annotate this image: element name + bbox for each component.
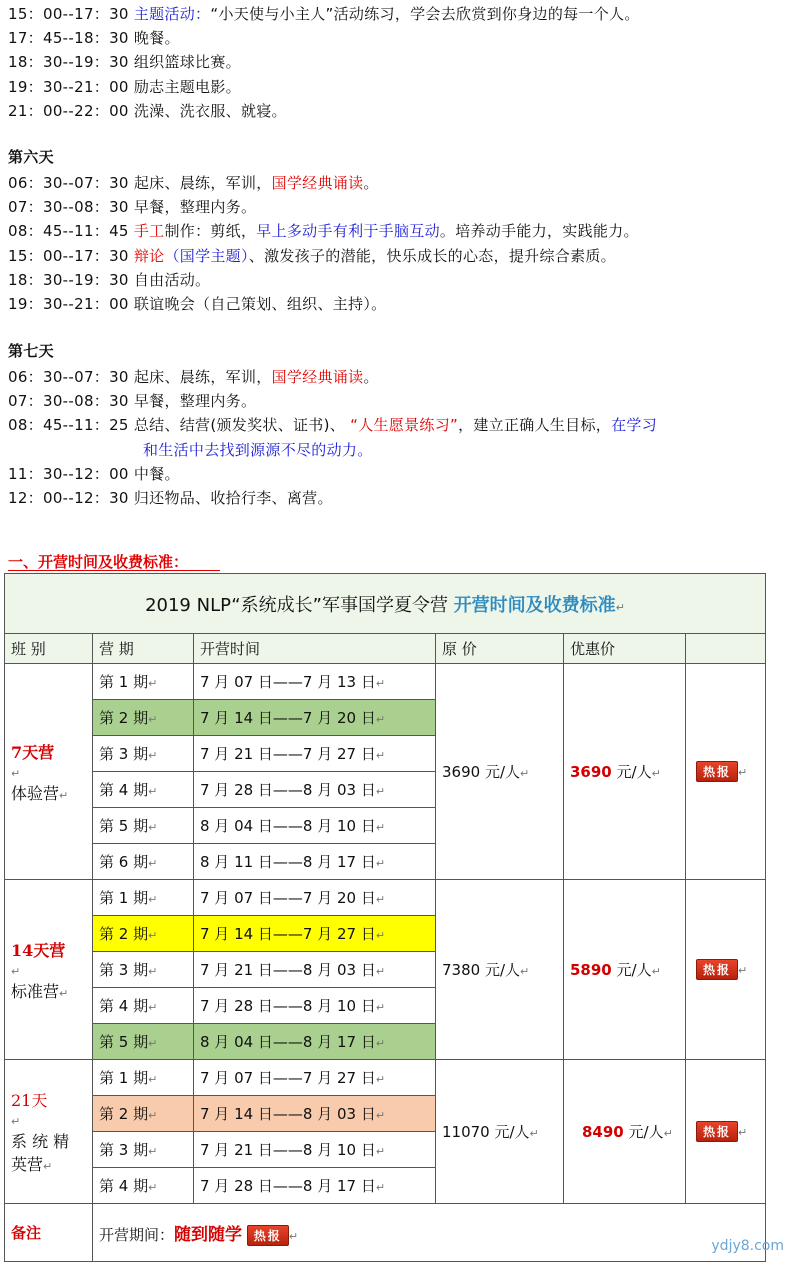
schedule-text-run: 自由活动。 (128, 270, 211, 289)
schedule-line (8, 77, 241, 97)
schedule-line (8, 294, 386, 314)
schedule-text-run: 。 (363, 174, 379, 192)
schedule-text-run: 总结、结营(颁发奖状、证书)、 (128, 416, 351, 435)
schedule-text-run: 早餐，整理内务。 (128, 392, 257, 411)
paragraph-mark-icon: ↵ (375, 677, 386, 690)
paragraph-mark-icon: ↵ (375, 965, 386, 978)
schedule-line (8, 221, 639, 241)
paragraph-mark-icon: ↵ (288, 1229, 299, 1243)
schedule-text-run: 起床、晨练，军训， (128, 174, 272, 192)
paragraph-mark-icon: ↵ (375, 1181, 386, 1194)
schedule-text-run: 手工 (133, 222, 165, 241)
sale-price-unit: 元/人 (611, 961, 652, 979)
camp-name-cell (5, 1060, 93, 1204)
note-content-cell (93, 1204, 766, 1262)
dates-cell (194, 700, 436, 736)
period-label: 第 1 期 (99, 889, 149, 907)
orig-price: 3690 元/人 (442, 763, 520, 781)
day6-title: 第六天 (8, 148, 54, 166)
schedule-line (8, 464, 180, 484)
paragraph-mark-icon: ↵ (148, 1001, 158, 1014)
schedule-time: 15：00--17：30 (8, 5, 129, 23)
period-cell (93, 664, 194, 700)
period-cell (93, 988, 194, 1024)
period-label: 第 4 期 (99, 781, 149, 799)
schedule-text-run: 归还物品、收拾行李、离营。 (128, 489, 333, 507)
dates-cell (194, 988, 436, 1024)
period-dates: 7 月 07 日——7 月 20 日 (200, 889, 376, 907)
schedule-line (8, 367, 379, 387)
paragraph-mark-icon: ↵ (148, 713, 158, 726)
paragraph-mark-icon: ↵ (148, 965, 158, 978)
schedule-time: 18：30--19：30 (8, 53, 129, 72)
note-text: 开营期间： (99, 1225, 175, 1244)
orig-price: 11070 元/人 (442, 1123, 530, 1141)
paragraph-mark-icon: ↵ (375, 713, 386, 726)
dates-cell (194, 1060, 436, 1096)
note-strong: 随到随学 (174, 1224, 243, 1245)
schedule-text-run: 、激发孩子的潜能，快乐成长的心态，提升综合素质。 (248, 246, 616, 265)
period-label: 第 3 期 (99, 1141, 149, 1159)
period-dates: 7 月 14 日——7 月 27 日 (200, 925, 376, 943)
paragraph-mark-icon: ↵ (148, 1073, 158, 1086)
period-dates: 7 月 21 日——7 月 27 日 (200, 745, 376, 763)
period-cell (93, 1024, 194, 1060)
note-hot-badge-button[interactable]: 热报 (247, 1225, 289, 1246)
note-row (5, 1204, 766, 1262)
schedule-text-run: 国学经典诵读 (271, 368, 364, 386)
header-class: 班 别 (5, 634, 93, 664)
period-cell (93, 1060, 194, 1096)
paragraph-mark-icon: ↵ (375, 857, 386, 870)
schedule-text-run: 洗澡、洗衣服、就寝。 (128, 101, 287, 120)
schedule-text-run: 早上多动手有利于手脑互动 (256, 222, 440, 241)
orig-price-cell (436, 664, 564, 880)
dates-cell (194, 1132, 436, 1168)
schedule-text-run: ，建立正确人生目标， (458, 416, 612, 435)
schedule-text-run: 联谊晚会（自己策划、组织、主持）。 (128, 295, 387, 313)
camp-name: 14天营 (11, 940, 66, 960)
paragraph-mark-icon: ↵ (529, 1127, 539, 1140)
sale-price: 3690 (570, 763, 612, 781)
paragraph-mark-icon: ↵ (663, 1127, 673, 1140)
sale-price-unit: 元/人 (611, 763, 652, 781)
schedule-text-run: 制作：剪纸， (164, 222, 257, 241)
badge-cell (686, 1060, 766, 1204)
schedule-text-run: “小天使与小主人”活动练习，学会去欣赏到你身边的每一个人。 (210, 5, 640, 23)
schedule-time: 19：30--21：00 (8, 295, 129, 313)
camp-type: 系 统 精 英营 (11, 1132, 70, 1174)
camp-type: 体验营 (11, 783, 60, 803)
schedule-time: 15：00--17：30 (8, 246, 129, 265)
paragraph-mark-icon: ↵ (738, 1126, 748, 1139)
dates-cell (194, 1024, 436, 1060)
table-caption: 2019 NLP“系统成长”军事国学夏令营 开营时间及收费标准↵ (5, 574, 766, 634)
paragraph-mark-icon: ↵ (148, 677, 158, 690)
paragraph-mark-icon: ↵ (375, 785, 386, 798)
paragraph-mark-icon: ↵ (148, 929, 158, 942)
period-label: 第 4 期 (99, 997, 149, 1015)
period-cell (93, 808, 194, 844)
paragraph-mark-icon: ↵ (11, 964, 21, 978)
schedule-line (8, 488, 333, 508)
period-cell (93, 772, 194, 808)
paragraph-mark-icon: ↵ (11, 766, 21, 780)
period-dates: 7 月 07 日——7 月 13 日 (200, 673, 376, 691)
paragraph-mark-icon: ↵ (148, 749, 158, 762)
hot-badge-button[interactable]: 热报 (696, 1121, 738, 1142)
schedule-text-run: （国学主题） (164, 246, 249, 265)
paragraph-mark-icon: ↵ (148, 857, 158, 870)
camp-name-cell (5, 664, 93, 880)
schedule-text-run: 晚餐。 (128, 29, 180, 48)
paragraph-mark-icon: ↵ (375, 1145, 386, 1158)
hot-badge-button[interactable]: 热报 (696, 959, 738, 980)
period-dates: 7 月 21 日——8 月 10 日 (200, 1141, 376, 1159)
schedule-time: 08：45--11：45 (8, 222, 129, 241)
camp-name: 21天 (11, 1091, 48, 1110)
dates-cell (194, 1096, 436, 1132)
period-dates: 8 月 11 日——8 月 17 日 (200, 853, 376, 871)
schedule-time: 11：30--12：00 (8, 464, 129, 483)
schedule-text-run: “人生愿景练习” (350, 416, 459, 435)
badge-cell (686, 664, 766, 880)
period-label: 第 3 期 (99, 961, 149, 979)
paragraph-mark-icon: ↵ (59, 788, 69, 802)
period-cell (93, 952, 194, 988)
paragraph-mark-icon: ↵ (148, 821, 158, 834)
schedule-line (8, 270, 210, 290)
dates-cell (194, 772, 436, 808)
camp-name: 7天营 (11, 742, 55, 762)
paragraph-mark-icon: ↵ (651, 965, 661, 978)
schedule-text-run: 早餐，整理内务。 (128, 198, 257, 217)
schedule-line (8, 391, 256, 411)
period-cell (93, 880, 194, 916)
schedule-text-run: 。培养动手能力，实践能力。 (439, 222, 639, 241)
schedule-text-run: 辩论 (133, 246, 165, 265)
period-label: 第 2 期 (99, 925, 149, 943)
paragraph-mark-icon: ↵ (148, 1037, 158, 1050)
schedule-line (8, 197, 256, 217)
period-dates: 7 月 21 日——8 月 03 日 (200, 961, 376, 979)
schedule-text-run: 励志主题电影。 (128, 77, 241, 96)
period-dates: 7 月 14 日——7 月 20 日 (200, 709, 376, 727)
schedule-time: 06：30--07：30 (8, 174, 129, 192)
schedule-text-run: 中餐。 (128, 464, 180, 483)
period-label: 第 3 期 (99, 745, 149, 763)
dates-cell (194, 952, 436, 988)
schedule-time: 19：30--21：00 (8, 77, 129, 96)
dates-cell (194, 844, 436, 880)
camp-type: 标准营 (11, 981, 60, 1001)
watermark: ydjy8.com (711, 1238, 784, 1254)
paragraph-mark-icon: ↵ (375, 1037, 386, 1050)
period-label: 第 1 期 (99, 1069, 149, 1087)
hot-badge-button[interactable]: 热报 (696, 761, 738, 782)
sale-price-unit: 元/人 (623, 1123, 664, 1141)
period-dates: 7 月 07 日——7 月 27 日 (200, 1069, 376, 1087)
schedule-time: 07：30--08：30 (8, 198, 129, 217)
period-cell (93, 700, 194, 736)
schedule-text-run: 。 (363, 368, 379, 386)
schedule-time: 12：00--12：30 (8, 489, 129, 507)
caption-accent: 开营时间及收费标准 (453, 594, 616, 616)
section-underline (8, 570, 220, 571)
schedule-line (8, 52, 241, 72)
paragraph-mark-icon: ↵ (375, 1109, 386, 1122)
camp-name-cell (5, 880, 93, 1060)
paragraph-mark-icon: ↵ (43, 1160, 53, 1173)
schedule-text-run: 国学经典诵读 (271, 174, 364, 192)
paragraph-mark-icon: ↵ (11, 1115, 21, 1128)
note-label-cell (5, 1204, 93, 1262)
schedule-text-run: 起床、晨练，军训， (128, 368, 272, 386)
orig-price: 7380 元/人 (442, 961, 520, 979)
period-dates: 8 月 04 日——8 月 17 日 (200, 1033, 376, 1051)
dates-cell (194, 736, 436, 772)
orig-price-cell (436, 1060, 564, 1204)
paragraph-mark-icon: ↵ (59, 986, 69, 1000)
paragraph-mark-icon: ↵ (375, 1073, 386, 1086)
table-row (5, 880, 766, 916)
dates-cell (194, 808, 436, 844)
dates-cell (194, 664, 436, 700)
sale-price: 8490 (582, 1123, 624, 1141)
schedule-time: 06：30--07：30 (8, 368, 129, 386)
schedule-line (8, 415, 657, 435)
header-period: 营 期 (93, 634, 194, 664)
dates-cell (194, 916, 436, 952)
schedule-text-run: 在学习 (611, 416, 657, 435)
schedule-line (8, 101, 287, 121)
orig-price-cell (436, 880, 564, 1060)
period-dates: 7 月 28 日——8 月 17 日 (200, 1177, 376, 1195)
badge-cell (686, 880, 766, 1060)
schedule-text-run: 组织篮球比赛。 (128, 53, 241, 72)
period-dates: 8 月 04 日——8 月 10 日 (200, 817, 376, 835)
sale-price: 5890 (570, 961, 612, 979)
schedule-time: 08：45--11：25 (8, 416, 129, 435)
schedule-line (8, 28, 180, 48)
paragraph-mark-icon: ↵ (738, 964, 748, 977)
sale-price-cell (564, 880, 686, 1060)
dates-cell (194, 880, 436, 916)
period-cell (93, 916, 194, 952)
paragraph-mark-icon: ↵ (375, 1001, 386, 1014)
period-cell (93, 736, 194, 772)
period-label: 第 6 期 (99, 853, 149, 871)
table-row (5, 664, 766, 700)
schedule-text-run: 和生活中去找到源源不尽的动力。 (143, 440, 373, 459)
period-label: 第 4 期 (99, 1177, 149, 1195)
day7-title: 第七天 (8, 342, 54, 360)
note-label: 备注 (11, 1224, 42, 1242)
table-header-row (5, 634, 766, 664)
paragraph-mark-icon: ↵ (520, 965, 530, 978)
paragraph-mark-icon: ↵ (148, 785, 158, 798)
section-title: 一、开营时间及收费标准： (8, 553, 189, 571)
schedule-text-run: 主题活动： (133, 5, 211, 23)
paragraph-mark-icon: ↵ (375, 893, 386, 906)
paragraph-mark-icon: ↵ (148, 1145, 158, 1158)
period-cell (93, 1132, 194, 1168)
header-dates: 开营时间 (194, 634, 436, 664)
paragraph-mark-icon: ↵ (375, 821, 386, 834)
period-label: 第 2 期 (99, 709, 149, 727)
caption-main: 2019 NLP“系统成长”军事国学夏令营 (145, 594, 448, 616)
sale-price-cell (564, 1060, 686, 1204)
paragraph-mark-icon: ↵ (375, 749, 386, 762)
header-orig-price: 原 价 (436, 634, 564, 664)
paragraph-mark-icon: ↵ (738, 766, 748, 779)
header-action (686, 634, 766, 664)
paragraph-mark-icon: ↵ (148, 1109, 158, 1122)
paragraph-mark-icon: ↵ (375, 929, 386, 942)
period-label: 第 1 期 (99, 673, 149, 691)
period-dates: 7 月 14 日——8 月 03 日 (200, 1105, 376, 1123)
schedule-time: 18：30--19：30 (8, 270, 129, 289)
period-label: 第 5 期 (99, 817, 149, 835)
period-label: 第 5 期 (99, 1033, 149, 1051)
period-cell (93, 1168, 194, 1204)
sale-price-cell (564, 664, 686, 880)
schedule-line (8, 246, 616, 266)
period-cell (93, 1096, 194, 1132)
paragraph-mark-icon: ↵ (148, 893, 158, 906)
period-label: 第 2 期 (99, 1105, 149, 1123)
schedule-line (8, 4, 640, 24)
table-row (5, 1060, 766, 1096)
paragraph-mark-icon: ↵ (520, 767, 530, 780)
period-dates: 7 月 28 日——8 月 10 日 (200, 997, 376, 1015)
schedule-time: 07：30--08：30 (8, 392, 129, 411)
fee-table (4, 573, 766, 1262)
dates-cell (194, 1168, 436, 1204)
header-sale-price: 优惠价 (564, 634, 686, 664)
period-dates: 7 月 28 日——8 月 03 日 (200, 781, 376, 799)
period-cell (93, 844, 194, 880)
paragraph-mark-icon: ↵ (651, 767, 661, 780)
paragraph-mark-icon: ↵ (148, 1181, 158, 1194)
schedule-time: 17：45--18：30 (8, 29, 129, 48)
schedule-line (143, 440, 373, 460)
schedule-time: 21：00--22：00 (8, 101, 129, 120)
schedule-line (8, 173, 379, 193)
